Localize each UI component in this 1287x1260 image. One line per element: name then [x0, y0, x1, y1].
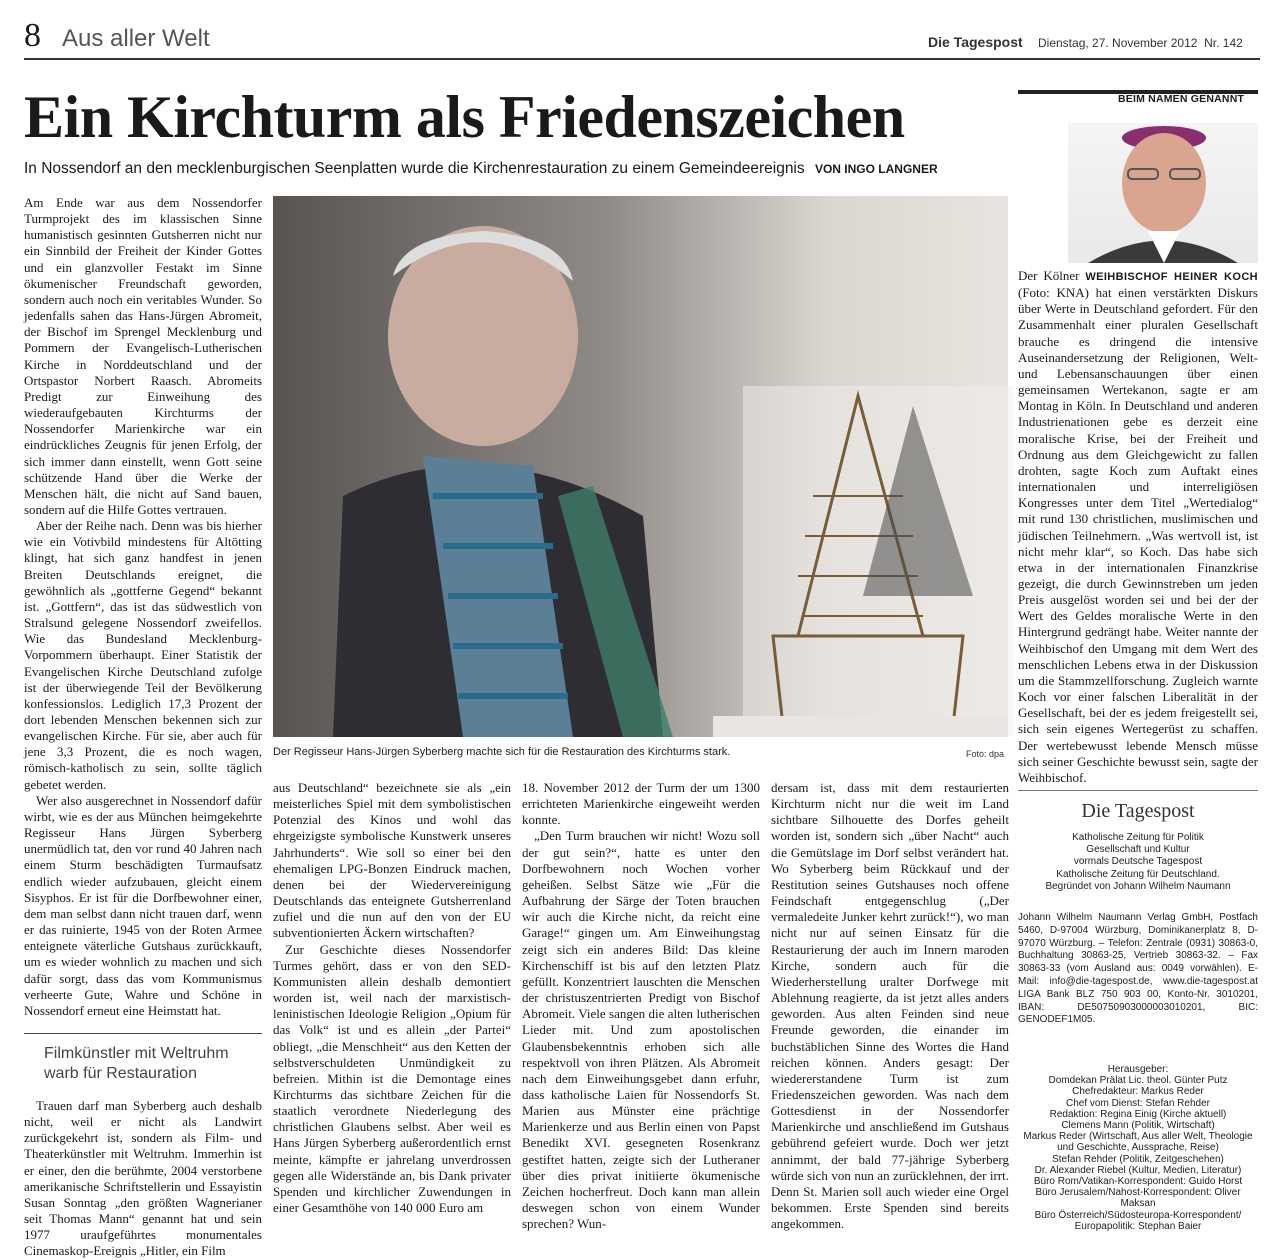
staff-line: Dr. Alexander Riebel (Kultur, Medien, Literatur) — [1034, 1164, 1242, 1176]
tagline-line: vormals Deutsche Tagespost — [1073, 856, 1203, 868]
page-number: 8 — [24, 17, 41, 54]
sidebar-label: BEIM NAMEN GENANNT — [1118, 93, 1245, 105]
intertitle: Filmkünstler mit Weltruhm warb für Restauration — [44, 1044, 229, 1082]
staff-line: Chefredakteur: Markus Reder — [1072, 1086, 1204, 1098]
article-photo — [273, 196, 1008, 737]
staff-line: Europapolitik: Stephan Baier — [1074, 1220, 1202, 1232]
paragraph: Aber der Reihe nach. Denn was bis hierher wie ein Votivbild mindestens für Altötting klingt, hat sich ganz handfest in jenen Breiten Deutschlands ereignet, die gewöhnlich als „gottferne Gegend“ bekannt ist. „Gottfern“, das ist das südwestlich von Stralsund gelegene Nossendorf zweifellos. Wie das Bundesland Mecklenburg-Vorpommern überhaupt. Einer Statistik der Evangelischen Kirche Deutschland zufolge ist der überwiegende Teil der Bevölkerung konfessionslos. Lediglich 17,3 Prozent der dort lebenden Menschen bekennen sich zur evangelischen Kirche. Für sie, aber auch für jene 3,3 Prozent, die es noch wagen, römisch-katholisch zu sein, sollte täglich gebetet werden. — [24, 518, 262, 792]
imprint-title: Die Tagespost — [1081, 800, 1195, 822]
staff-line: Clemens Mann (Politik, Wirtschaft) — [1061, 1120, 1215, 1132]
tagline-line: Begründet von Johann Wilhelm Naumann — [1045, 880, 1231, 892]
staff-line: Redaktion: Regina Einig (Kirche aktuell) — [1049, 1108, 1227, 1120]
paragraph: „Den Turm brauchen wir nicht! Wozu soll der gut sein?“, hatte es unter den Dorfbewohnern noch Wochen vorher geheißen. Selbst Sätze wie „Für die Aufbahrung der Särge der Toten brauchen wir auch die Kirche nicht, da reicht eine Garage!“ gingen um. Am Einweihungstag zeigt sich ein anderes Bild: Das kleine Kirchenschiff ist bis auf den letzten Platz gefüllt. Konzentriert lauschten die Menschen der christuszentrierten Predigt von Bischof Abromeit. Viele sangen die alten lutherischen Lieder mit. Und zum apostolischen Glaubensbekenntnis erhoben sich alle respektvoll von ihren Plätzen. Als Abromeit nach dem Einweihungsgebet dann erfuhr, dass katholische Laien für Nossendorfs St. Marien aus Münster eine prächtige Marienkerze und aus Berlin einen von Papst Benedikt XVI. gesegneten Rosenkranz gestiftet hatten, zeigte sich der Lutheraner über dies privat initiierte ökumenische Zeichen hocherfreut. Doch kann man allein deswegen schon von einem Wunder sprechen? Wun- — [522, 828, 760, 1232]
staff-line: Markus Reder (Wirtschaft, Aus aller Welt, Theologie — [1023, 1131, 1253, 1143]
tagline-line: Katholische Zeitung für Politik — [1072, 832, 1204, 843]
header-rule — [24, 58, 1260, 60]
paragraph: Am Ende war aus dem Nossendorfer Turmprojekt des im klassischen Sinne humanistisch gesinnten Gutsherren nicht nur ein Sinnbild der Freiheit der Kinder Gottes und ein glanzvoller Festakt im Sinne ökumenischer Freundschaft geworden, sondern auch noch ein veritables Wunder. So jedenfalls sahen das Hans-Jürgen Abromeit, der Bischof im Sprengel Mecklenburg und Pommern der Evangelisch-Lutherischen Kirche in Norddeutschland und der Ortspastor Norbert Raasch. Abromeits Predigt zur Einweihung des wiederaufgebauten Kirchturms der Nossendorfer Marienkirche war ein eindrückliches Zeugnis für jenen Erfolg, der sich immer dann einstellt, wenn Gott seine schützende Hand über die Werke der Menschen hält, die nicht auf Sand bauen, sondern auf die Hilfe Gottes vertrauen. — [24, 195, 262, 517]
photo-credit: Foto: dpa — [966, 749, 1005, 759]
staff-line: Büro Jerusalem/Nahost-Korrespondent: Oliver Maksan — [1035, 1187, 1241, 1210]
date-issue: Dienstag, 27. November 2012 Nr. 142 — [1038, 36, 1243, 50]
paper-name: Die Tagespost — [928, 34, 1023, 50]
article-column-1 — [24, 195, 262, 1259]
intertitle-rule — [24, 1033, 262, 1034]
headline: Ein Kirchturm als Friedenszeichen — [24, 84, 905, 150]
tagline-line: Katholische Zeitung für Deutschland. — [1056, 868, 1220, 880]
paragraph: Trauen darf man Syberberg auch deshalb nicht, weil er nicht als Landwirt zurückgekehrt ist, sondern als Film- und Theaterkünstler mit Weltruhm. Immerhin ist er einer, den die berühmte, 2004 verstorbene amerikanische Schriftstellerin und Essayistin Susan Sonntag „den größten Wagnerianer seit Thomas Mann“ genannt hat und sein 1977 uraufgeführtes monumentales Cinemaskop-Ereignis „Hitler, ein Film — [24, 1097, 262, 1259]
sidebar-lead: Der Kölner — [1018, 268, 1086, 283]
staff-line: Herausgeber: — [1107, 1064, 1169, 1075]
portrait-photo — [1068, 123, 1258, 263]
staff-line: Domdekan Prälat Lic. theol. Günter Putz — [1048, 1075, 1228, 1087]
sidebar-text — [1018, 268, 1258, 788]
photo-caption: Der Regisseur Hans-Jürgen Syberberg machte sich für die Restauration des Kirchturms stark. — [273, 746, 731, 758]
byline: VON INGO LANGNER — [814, 162, 938, 176]
article-column-2 — [273, 780, 511, 1220]
staff-line: Stefan Rehder (Politik, Zeitgeschehen) — [1052, 1153, 1224, 1165]
subheadline — [24, 160, 1004, 178]
staff-line: Büro Rom/Vatikan-Korrespondent: Guido Horst — [1033, 1176, 1243, 1188]
portrait-illustration — [1068, 123, 1258, 263]
sidebar-name: WEIHBISCHOF HEINER KOCH — [1085, 271, 1259, 283]
article-column-4 — [771, 780, 1009, 1232]
subheadline-text: In Nossendorf an den mecklenburgischen Seenplatten wurde die Kirchenrestauration zu einem Gemeindeereignis — [24, 160, 805, 177]
paragraph: dersam ist, dass mit dem restaurierten Kirchturm nicht nur die weit im Land sichtbare Silhouette des Dorfes geheilt worden ist, sondern sich „über Nacht“ auch die Gemütslage im Dorf selbst verändert hat. Wo Syberberg beim Rückkauf und der Restitution seines Gutshauses noch offene Feindschaft entgegenschlug („Der vermaledeite Junker kehrt zurück!“), wo man nicht nur auf seinen Einsatz für die Restaurierung der auch im Innern maroden Kirche, sondern auch für die Wiederherstellung uralter Dorfwege mit Ablehnung reagierte, da ist jetzt alles anders geworden. Aus alten Feinden sind neue Freunde geworden, die einander im buchstäblichen Sinne des Wortes die Hand reichen können. Anders gesagt: Der wiedererstandene Turm ist zum Friedenszeichen geworden. Was nach dem Gottesdienst in der Nossendorfer Marienkirche und anschließend im Gutshaus gebührend gefeiert wurde. Doch wer jetzt annimmt, der bald 77-jährige Syberberg würde sich von nun an zurücklehnen, der irrt. Denn St. Marien soll auch wieder eine Orgel bekommen. Erste Spenden sind bereits angekommen. — [771, 780, 1009, 1232]
tagline-line: Gesellschaft und Kultur — [1086, 844, 1190, 856]
imprint-top-rule — [1018, 790, 1258, 791]
imprint-staff — [1018, 1064, 1258, 1232]
imprint-tagline — [1018, 832, 1258, 893]
staff-line: und Geschichte, Aussprache, Reise) — [1057, 1142, 1219, 1154]
staff-line: Büro Österreich/Südosteuropa-Korrespondent/ — [1034, 1209, 1242, 1221]
imprint-publisher: Johann Wilhelm Naumann Verlag GmbH, Postfach 5460, D-97004 Würzburg, Dominikanerplatz 8, D-97070 Würzburg. – Telefon: Zentrale (0931) 30863-0, Buchhaltung 30863-25, Vertrieb 30863-32. – Fax 30863-33 (vom Ausland aus: 0049 vorwählen). E-Mail: info@die-tagespost.de, www.die-tagespost.at LIGA Bank BLZ 750 903 00, Konto-Nr. 3010201, IBAN: DE50750903000003010201, BIC: GENODEF1M05. — [1018, 912, 1258, 1026]
staff-line: Chef vom Dienst: Stefan Rehder — [1066, 1097, 1210, 1109]
article-column-3 — [522, 780, 760, 1232]
section-title: Aus aller Welt — [62, 25, 210, 52]
paragraph: aus Deutschland“ bezeichnete sie als „ein meisterliches Spiel mit dem symbolistischen Potenzial des Kinos und wohl das ehrgeizigste symbolische Kunstwerk unseres Jahrhunderts“. Wie soll so einer bei den ehemaligen LPG-Bonzen Eindruck machen, denen bei der Wiedervereinigung Deutschlands das enteignete Gutsherrenland zufiel und die nun auf den von der EU subventionierten Äckern wirtschaften? — [273, 780, 511, 941]
paragraph: 18. November 2012 der Turm der um 1300 errichteten Marienkirche eingeweiht werden konnte. — [522, 780, 760, 828]
paragraph: Wer also ausgerechnet in Nossendorf dafür wirbt, wie es der aus München heimgekehrte Regisseur Hans Jürgen Syberberg unermüdlich tat, den vor rund 40 Jahren nach einem Sturm beschädigten Turmaufsatz endlich wieder aufzubauen, gleicht einem Sisyphos. Er ist für die Dorfbewohner einer, dem man selbst dann nicht trauen darf, wenn er das ruinierte, 1945 von der Roten Armee enteignete väterliche Gutshaus zurückkauft, um es wieder wohnlich zu machen und sich dafür sorgt, dass das vom Kommunismus verheerte Gute, Wahre und Schöne in Nossendorf erneut eine Heimstatt hat. — [24, 792, 262, 1018]
sidebar-paragraph — [1018, 268, 1258, 786]
sidebar-body: (Foto: KNA) hat einen verstärkten Diskurs über Werte in Deutschland gefordert. Für den Zusammenhalt einer pluralen Gesellschaft brauche es dringend die intensive Auseinandersetzung der Religionen, Welt- und Lebensanschauungen über einen gemeinsamen Wertekanon, sagte er am Montag in Köln. In Deutschland und anderen Industrienationen gebe es derzeit eine moralische Krise, bei der Freiheit und Ordnung aus dem Gleichgewicht zu fallen drohten, sagte Koch zum Auftakt eines internationalen und interreligiösen Kongresses unter dem Titel „Wertedialog“ mit rund 130 christlichen, muslimischen und jüdischen Teilnehmern. „Was wertvoll ist, ist nicht mehr klar“, so Koch. Das habe sich etwa in der internationalen Finanzkrise gezeigt, die durch Gewinnstreben um jeden Preis ausgelöst worden sei und bei der der Wert des Geldes moralische Werte in den Hintergrund gedrängt habe. Weiter nannte der Weihbischof den Umgang mit dem Wert des menschlichen Lebens etwa in der Diskussion um die Stammzellforschung. Zugleich warnte Koch vor einer falschen Liberalität in der Gesellschaft, bei der es jedem freigestellt sei, sich sein eigenes Wertegerüst zu schaffen. Der wertebewusst lebende Mensch müsse sich seiner Geschichte bewusst sein, sagte der Weihbischof. — [1018, 285, 1258, 785]
photo-illustration — [273, 196, 1008, 737]
paragraph: Zur Geschichte dieses Nossendorfer Turmes gehört, dass er von den SED-Kommunisten allein deshalb demontiert worden ist, weil nach der marxistisch-leninistischen Ideologie Religion „Opium für das Volk“ ist und es allein „der Partei“ obliegt, „die Menschheit“ aus den Ketten der selbstverschuldeten Unmündigkeit zu befreien. Mithin ist die Demontage eines Kirchturms das sichtbare Zeichen für die staatlich verordnete Niederlegung des christlichen Glaubens selbst. Aber weil es Hans Jürgen Syberberg außerordentlich ernst meinte, kämpfte er jahrelang unverdrossen gegen alle Widerstände an, bis Dank privater Spenden und kirchlicher Zuwendungen in einer Gesamthöhe von 140 000 Euro am — [273, 941, 511, 1216]
